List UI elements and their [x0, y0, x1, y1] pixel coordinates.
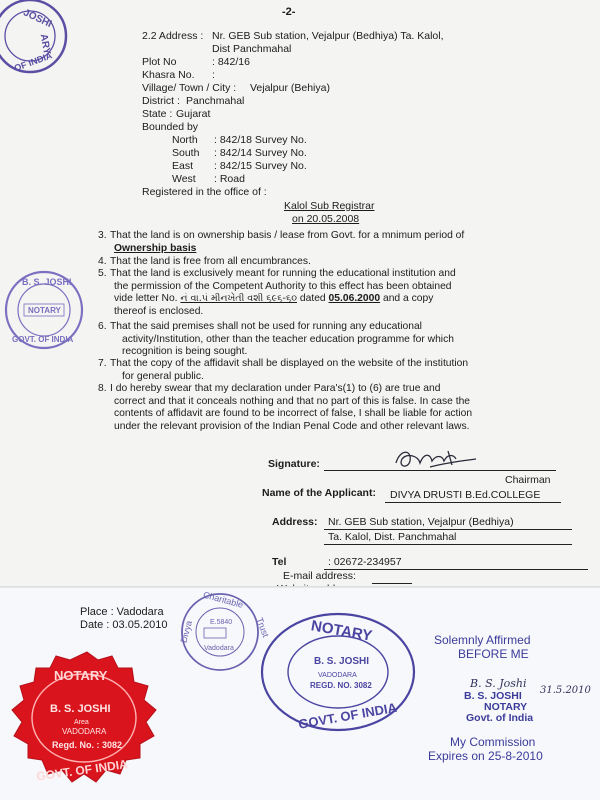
big-stamp-notary: NOTARY — [309, 617, 374, 645]
khasra-value: : — [212, 69, 215, 81]
big-stamp-regd: REGD. NO. 3082 — [310, 681, 372, 690]
applicant-address-line1: Nr. GEB Sub station, Vejalpur (Bedhiya) — [328, 516, 514, 528]
applicant-address-line2-rule — [324, 544, 572, 545]
trust-stamp-left: Divya — [178, 619, 195, 644]
address-line2: Dist Panchmahal — [212, 43, 292, 55]
clause-8 — [98, 383, 556, 433]
signature-label: Signature: — [268, 458, 320, 470]
applicant-name-label: Name of the Applicant: — [262, 487, 376, 499]
affirmed-line1: Solemnly Affirmed — [434, 633, 531, 647]
address-line1: Nr. GEB Sub station, Vejalpur (Bedhiya) Ta. Kalol, — [212, 30, 444, 42]
clause-3-text: That the land is on ownership basis / lease from Govt. for a mnimum period of — [110, 230, 465, 241]
north-label: North — [172, 134, 198, 146]
top-left-stamp-govt: OF INDIA — [12, 50, 54, 74]
clause-3-number: 3. — [98, 230, 107, 241]
state-label: State : — [142, 108, 173, 120]
clause-8-number: 8. — [98, 383, 107, 394]
clause-8-line3: contents of affidavit are found to be incorrect of false, I shall be liable for action — [114, 408, 473, 419]
plot-value: : 842/16 — [212, 56, 250, 68]
big-stamp-city: VADODARA — [318, 672, 357, 679]
tel-line — [324, 569, 588, 570]
page-number: -2- — [282, 6, 296, 18]
applicant-signature-image — [390, 443, 480, 473]
clause-8-line4: under the relevant provision of the Indian Penal Code and other relevant laws. — [114, 420, 470, 432]
notary-govt: Govt. of India — [466, 712, 534, 724]
clause-6-line3: recognition is being sought. — [122, 346, 248, 357]
clause-6 — [98, 321, 556, 359]
clause-5-number: 5. — [98, 268, 107, 279]
clause-3-value: Ownership basis — [114, 242, 197, 254]
clause-5-line3b: and a copy — [382, 293, 434, 304]
south-label: South — [172, 147, 200, 159]
red-seal-govt: GOVT. OF INDIA — [35, 756, 129, 784]
registrar-name: Kalol Sub Registrar — [284, 200, 375, 212]
registered-label: Registered in the office of : — [142, 186, 267, 198]
registered-date: on 20.05.2008 — [292, 213, 360, 225]
west-label: West — [172, 173, 196, 185]
clause-8-line2: correct and that it conceals nothing and that no part of this is false. In case the — [114, 395, 471, 407]
notary-title: NOTARY — [484, 701, 528, 713]
trust-stamp-city: Vadodara — [204, 645, 234, 652]
clause-5-letter-no: નં વા.પં મીનખેતી વશી ૬૯૬-૬૦ — [180, 293, 298, 304]
mid-left-stamp-govt: GOVT. OF INDIA — [12, 335, 74, 344]
clause-5-line2: the permission of the Competent Authority to this effect has been obtained — [114, 280, 452, 292]
clause-5-dated: dated — [299, 293, 326, 304]
email-line — [372, 583, 412, 584]
applicant-address-line1-rule — [324, 529, 572, 530]
date-label: Date : 03.05.2010 — [80, 619, 168, 631]
clause-7-number: 7. — [98, 358, 107, 369]
red-seal-regd: Regd. No. : 3082 — [52, 740, 123, 750]
clause-6-line2: activity/Institution, other than the teacher education programme for which — [122, 333, 454, 345]
state-value: Gujarat — [176, 108, 211, 120]
clause-5-line3 — [114, 293, 556, 306]
north-value: : 842/18 Survey No. — [214, 134, 307, 146]
district-label: District : — [142, 95, 180, 107]
clause-7-line1: That the copy of the affidavit shall be displayed on the website of the institution — [110, 358, 469, 369]
clause-5-line1: That the land is exclusively meant for running the educational institution and — [110, 268, 456, 279]
mid-left-stamp-notary: NOTARY — [28, 306, 61, 315]
trust-stamp-reg: E.5840 — [210, 619, 233, 626]
notary-seal-stamp — [258, 610, 418, 735]
affirmed-line2: BEFORE ME — [458, 647, 529, 661]
clause-7 — [98, 358, 556, 383]
notary-name: B. S. JOSHI — [464, 690, 522, 702]
top-left-stamp-notary: ARY — [37, 33, 53, 56]
district-value: Panchmahal — [186, 95, 245, 107]
south-value: : 842/14 Survey No. — [214, 147, 307, 159]
clause-3 — [98, 230, 556, 255]
bounded-label: Bounded by — [142, 121, 199, 133]
khasra-label: Khasra No. — [142, 69, 195, 81]
commission-line1: My Commission — [450, 735, 536, 749]
red-notary-seal — [2, 650, 172, 800]
mid-left-notary-stamp — [0, 270, 95, 352]
place-label: Place : Vadodara — [80, 606, 164, 618]
west-value: : Road — [214, 173, 245, 185]
applicant-role: Chairman — [505, 474, 551, 486]
east-value: : 842/15 Survey No. — [214, 160, 307, 172]
clause-6-line1: That the said premises shall not be used for running any educational — [110, 321, 422, 332]
tel-value: : 02672-234957 — [328, 556, 402, 568]
clause-4-text: That the land is free from all encumbrances. — [110, 256, 311, 267]
applicant-address-label: Address: — [272, 516, 318, 528]
village-value: Vejalpur (Behiya) — [250, 82, 330, 94]
top-left-notary-stamp — [0, 0, 80, 80]
big-stamp-govt: GOVT. OF INDIA — [297, 699, 398, 732]
mid-left-stamp-name: B. S. JOSHI — [22, 277, 72, 287]
red-seal-notary: NOTARY — [54, 668, 108, 683]
red-seal-name: B. S. JOSHI — [50, 703, 111, 715]
clause-5 — [98, 268, 556, 318]
address-label: 2.2 Address : — [142, 30, 204, 42]
red-seal-area: Area — [74, 719, 89, 726]
notary-signed-date: 31.5.2010 — [540, 685, 591, 696]
clause-4 — [98, 256, 556, 269]
clause-7-line2: for general public. — [122, 370, 204, 382]
clause-8-line1: I do hereby swear that my declaration under Para's(1) to (6) are true and — [110, 383, 441, 394]
applicant-name-value: DIVYA DRUSTI B.Ed.COLLEGE — [390, 489, 541, 501]
red-seal-city: VADODARA — [62, 727, 107, 736]
clause-5-date: 05.06.2000 — [328, 293, 381, 304]
trust-stamp-top: Charitable — [202, 590, 245, 610]
commission-line2: Expires on 25-8-2010 — [428, 749, 543, 763]
tel-label: Tel — [272, 556, 287, 568]
clause-6-number: 6. — [98, 321, 107, 332]
notary-signed-initials: B. S. Joshi — [470, 677, 527, 690]
east-label: East — [172, 160, 194, 172]
big-stamp-name: B. S. JOSHI — [314, 656, 370, 667]
village-label: Village/ Town / City : — [142, 82, 237, 94]
top-left-stamp-name: JOSHI — [21, 7, 54, 31]
clause-4-number: 4. — [98, 256, 107, 267]
trust-stamp-side: Trust — [254, 616, 271, 639]
plot-label: Plot No — [142, 56, 177, 68]
applicant-address-line2: Ta. Kalol, Dist. Panchmahal — [328, 531, 457, 543]
clause-5-line3a: vide letter No. — [114, 293, 178, 304]
clause-5-line4: thereof is enclosed. — [114, 305, 204, 317]
applicant-name-line — [385, 502, 561, 503]
email-label: E-mail address: — [283, 570, 356, 582]
